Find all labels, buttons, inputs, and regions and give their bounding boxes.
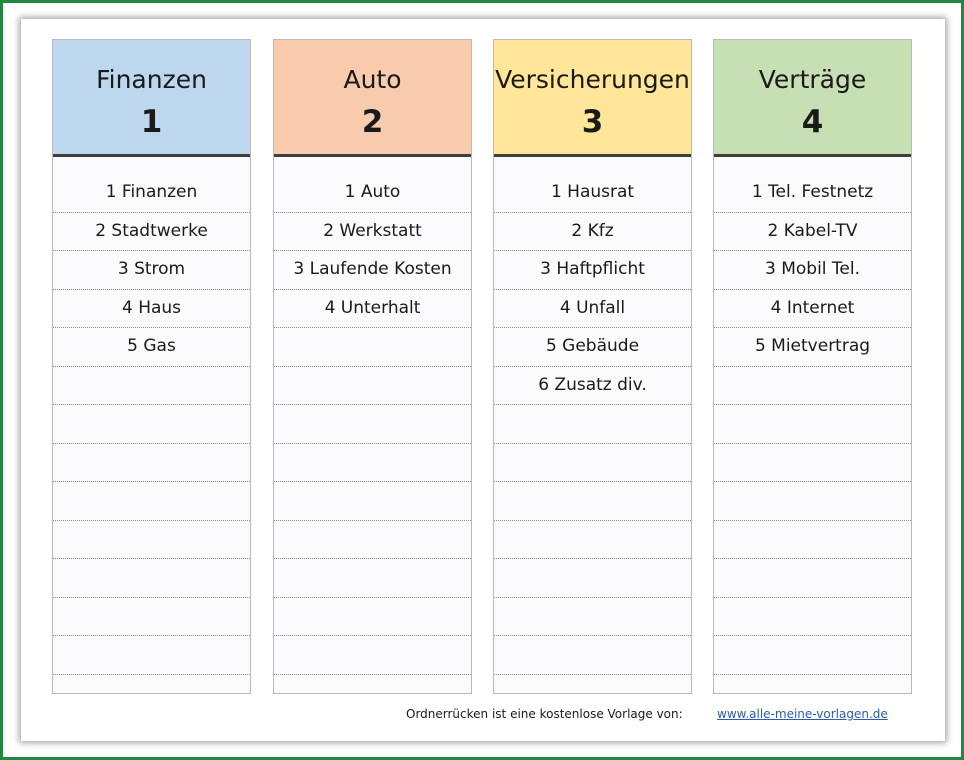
list-item bbox=[274, 482, 471, 521]
spine-versicherungen bbox=[493, 39, 692, 694]
list-item bbox=[274, 598, 471, 637]
spine-header bbox=[274, 40, 471, 154]
list-item: 1 Tel. Festnetz bbox=[714, 174, 911, 213]
list-item: 6 Zusatz div. bbox=[494, 367, 691, 406]
list-item bbox=[714, 482, 911, 521]
spine-vertraege bbox=[713, 39, 912, 694]
spine-number: 4 bbox=[801, 104, 824, 140]
spine-item-list bbox=[274, 157, 471, 675]
list-item bbox=[494, 444, 691, 483]
spine-title: Auto bbox=[343, 65, 402, 94]
list-item bbox=[494, 598, 691, 637]
list-item: 2 Stadtwerke bbox=[53, 213, 250, 252]
list-item bbox=[53, 367, 250, 406]
list-item bbox=[494, 482, 691, 521]
list-item bbox=[53, 559, 250, 598]
list-item bbox=[274, 405, 471, 444]
list-item bbox=[53, 444, 250, 483]
list-item: 5 Mietvertrag bbox=[714, 328, 911, 367]
spine-title: Versicherungen bbox=[495, 65, 690, 94]
list-item bbox=[274, 559, 471, 598]
list-item: 3 Strom bbox=[53, 251, 250, 290]
spine-auto bbox=[273, 39, 472, 694]
list-item: 5 Gas bbox=[53, 328, 250, 367]
spine-finanzen bbox=[52, 39, 251, 694]
spine-number: 1 bbox=[140, 104, 163, 140]
list-item: 5 Gebäude bbox=[494, 328, 691, 367]
spine-item-list bbox=[714, 157, 911, 675]
list-item: 4 Haus bbox=[53, 290, 250, 329]
spine-number: 3 bbox=[581, 104, 604, 140]
template-sheet bbox=[21, 19, 945, 741]
list-item: 1 Finanzen bbox=[53, 174, 250, 213]
list-item bbox=[274, 444, 471, 483]
list-item: 4 Unterhalt bbox=[274, 290, 471, 329]
list-item bbox=[494, 636, 691, 675]
footer-website-link[interactable]: www.alle-meine-vorlagen.de bbox=[717, 707, 888, 721]
list-item bbox=[53, 405, 250, 444]
list-item bbox=[53, 521, 250, 560]
list-item: 2 Kabel-TV bbox=[714, 213, 911, 252]
list-item: 1 Auto bbox=[274, 174, 471, 213]
list-item bbox=[53, 598, 250, 637]
list-item bbox=[274, 328, 471, 367]
list-item: 3 Laufende Kosten bbox=[274, 251, 471, 290]
list-item: 4 Internet bbox=[714, 290, 911, 329]
list-item bbox=[494, 559, 691, 598]
list-item: 4 Unfall bbox=[494, 290, 691, 329]
list-item: 1 Hausrat bbox=[494, 174, 691, 213]
list-item bbox=[53, 636, 250, 675]
list-item bbox=[714, 405, 911, 444]
list-item: 3 Mobil Tel. bbox=[714, 251, 911, 290]
list-item: 3 Haftpflicht bbox=[494, 251, 691, 290]
list-item bbox=[714, 559, 911, 598]
footer-credit-text: Ordnerrücken ist eine kostenlose Vorlage von: bbox=[406, 707, 683, 721]
spine-header bbox=[494, 40, 691, 154]
spine-item-list bbox=[494, 157, 691, 675]
list-item: 2 Kfz bbox=[494, 213, 691, 252]
spine-number: 2 bbox=[361, 104, 384, 140]
list-item bbox=[494, 405, 691, 444]
list-item: 2 Werkstatt bbox=[274, 213, 471, 252]
spine-header bbox=[53, 40, 250, 154]
spine-item-list bbox=[53, 157, 250, 675]
list-item bbox=[714, 521, 911, 560]
list-item bbox=[274, 521, 471, 560]
list-item bbox=[274, 636, 471, 675]
list-item bbox=[53, 482, 250, 521]
list-item bbox=[714, 367, 911, 406]
list-item bbox=[274, 367, 471, 406]
list-item bbox=[714, 636, 911, 675]
spine-title: Finanzen bbox=[96, 65, 207, 94]
list-item bbox=[714, 598, 911, 637]
spine-header bbox=[714, 40, 911, 154]
list-item bbox=[494, 521, 691, 560]
list-item bbox=[714, 444, 911, 483]
spine-title: Verträge bbox=[758, 65, 867, 94]
